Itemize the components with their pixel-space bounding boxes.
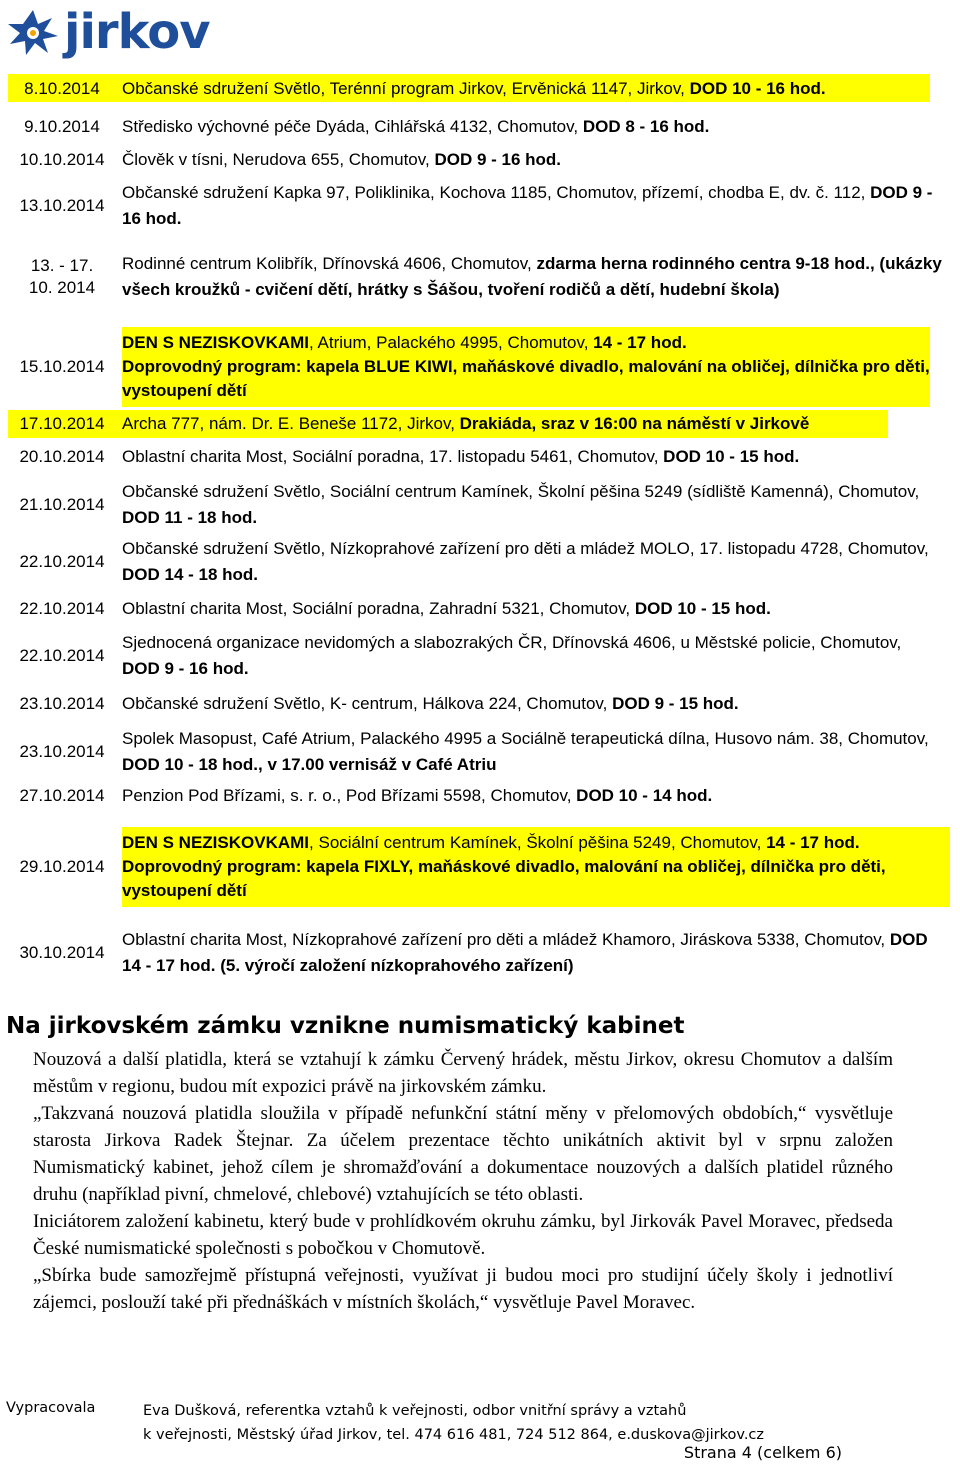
event-text: Oblastní charita Most, Sociální poradna, 17. listopadu 5461, Chomutov, xyxy=(122,447,664,466)
event-text: Občanské sdružení Světlo, Nízkoprahové zařízení pro děti a mládež MOLO, 17. listopadu 4728, Chomutov, xyxy=(122,539,929,558)
event-date: 30.10.2014 xyxy=(19,943,105,962)
event-text: , Sociální centrum Kamínek, Školní pěšina 5249, Chomutov, xyxy=(309,833,767,852)
event-hours: DOD 10 - 15 hod. xyxy=(634,599,771,618)
event-text: Spolek Masopust, Café Atrium, Palackého 4995 a Sociálně terapeutická dílna, Husovo nám. 38, Chomutov, xyxy=(122,729,929,748)
article-paragraph: „Sbírka bude samozřejmě přístupná veřejnosti, využívat ji budou moci pro studijní účely školy i jednotliví zájemci, poslouží také při přednáškách v místních školách,“ vysvětluje Pavel Moravec. xyxy=(33,1265,893,1313)
event-hours: DOD 10 - 18 hod., v 17.00 vernisáž v Café Atriu xyxy=(122,755,497,774)
event-hours: DOD 9 - 16 hod. xyxy=(122,659,249,678)
event-desc xyxy=(122,691,942,717)
event-desc xyxy=(122,926,942,980)
event-program: Doprovodný program: kapela BLUE KIWI, maňáskové divadlo, malování na obličej, dílnička pro děti, vystoupení dětí xyxy=(122,357,930,400)
event-hours: DOD 9 - 15 hod. xyxy=(612,694,739,713)
event-desc xyxy=(122,147,942,173)
event-title: DEN S NEZISKOVKAMI xyxy=(122,333,310,352)
event-desc xyxy=(122,596,942,622)
event-text: Občanské sdružení Světlo, Terénní program Jirkov, Ervěnická 1147, Jirkov, xyxy=(122,79,690,98)
event-date: 29.10.2014 xyxy=(19,857,105,876)
event-hours: DOD 14 - 18 hod. xyxy=(122,565,259,584)
event-row xyxy=(0,596,960,622)
event-program: Doprovodný program: kapela FIXLY, maňáskové divadlo, malování na obličej, dílnička pro děti, vystoupení dětí xyxy=(122,857,886,900)
event-date: 23.10.2014 xyxy=(19,742,105,761)
event-row xyxy=(0,411,960,437)
event-text: Penzion Pod Břízami, s. r. o., Pod Břízami 5598, Chomutov, xyxy=(122,786,577,805)
event-text: Archa 777, nám. Dr. E. Beneše 1172, Jirkov, xyxy=(122,414,460,433)
page-number: Strana 4 (celkem 6) xyxy=(683,1443,842,1462)
jirkov-emblem-icon xyxy=(4,6,62,58)
event-row xyxy=(0,691,960,717)
event-date: 8.10.2014 xyxy=(24,79,100,98)
event-row xyxy=(0,238,960,316)
article-paragraph: Iniciátorem založení kabinetu, který bude v prohlídkovém okruhu zámku, byl Jirkovák Pavel Moravec, předseda České numismatické společnosti s pobočkou v Chomutově. xyxy=(33,1211,893,1259)
event-hours: DOD 10 - 16 hod. xyxy=(689,79,826,98)
event-date: 10.10.2014 xyxy=(19,150,105,169)
event-date: 23.10.2014 xyxy=(19,694,105,713)
event-row xyxy=(0,180,960,232)
event-text: , Atrium, Palackého 4995, Chomutov, xyxy=(309,333,594,352)
event-text: Oblastní charita Most, Sociální poradna, Zahradní 5321, Chomutov, xyxy=(122,599,635,618)
event-hours: DOD 14 - 17 hod. (5. výročí založení nízkoprahového zařízení) xyxy=(122,930,928,975)
article-paragraph: „Takzvaná nouzová platidla sloužila v případě nefunkční státní měny v přelomových obdobích,“ vysvětluje starosta Jirkova Radek Štejnar. Za účelem prezentace těchto unikátních aktivit byl v srpnu založen Numismatický kabinet, jehož cílem je shromažďování a dokumentace nouzových a dalších platidel různého druhu (například pivní, chmelové, chlebové) vztahujících se této oblasti. xyxy=(33,1103,893,1205)
event-date: 13. - 17. 10. 2014 xyxy=(28,256,96,297)
event-row xyxy=(0,478,960,532)
event-row xyxy=(0,827,960,907)
article-body xyxy=(33,1046,893,1316)
event-desc xyxy=(122,629,942,683)
event-desc xyxy=(122,114,942,140)
event-row xyxy=(0,76,960,102)
event-desc xyxy=(122,827,950,907)
event-date: 20.10.2014 xyxy=(19,447,105,466)
event-desc xyxy=(122,327,930,407)
event-desc xyxy=(122,76,942,102)
event-hours: DOD 11 - 18 hod. xyxy=(122,508,258,527)
event-hours: DOD 9 - 16 hod. xyxy=(434,150,562,169)
event-hours: Drakiáda, sraz v 16:00 na náměstí v Jirkově xyxy=(459,414,810,433)
event-row xyxy=(0,444,960,470)
event-date: 22.10.2014 xyxy=(19,552,105,571)
logo-text: jirkov xyxy=(64,4,210,60)
event-hours: DOD 10 - 15 hod. xyxy=(663,447,800,466)
event-row xyxy=(0,783,960,809)
event-row xyxy=(0,535,960,589)
event-text: Občanské sdružení Kapka 97, Poliklinika, Kochova 1185, Chomutov, přízemí, chodba E, dv. č. 112, xyxy=(122,183,871,202)
footer-contact xyxy=(143,1400,686,1422)
event-desc xyxy=(122,238,942,316)
footer-label: Vypracovala xyxy=(6,1400,96,1416)
article-title: Na jirkovském zámku vznikne numismatický kabinet xyxy=(6,1013,685,1039)
event-date: 22.10.2014 xyxy=(19,599,105,618)
event-date: 9.10.2014 xyxy=(24,117,100,136)
event-hours: DOD 10 - 14 hod. xyxy=(576,786,713,805)
event-desc xyxy=(122,444,942,470)
footer-line-2: k veřejnosti, Městský úřad Jirkov, tel. 474 616 481, 724 512 864, e.duskova@jirkov.cz xyxy=(143,1427,765,1443)
event-hours: DOD 9 - 16 hod. xyxy=(122,183,933,228)
event-hours: 14 - 17 hod. xyxy=(766,833,860,852)
event-hours: zdarma herna rodinného centra 9-18 hod. xyxy=(536,254,870,273)
event-date: 17.10.2014 xyxy=(19,414,105,433)
event-desc xyxy=(122,535,942,589)
event-date: 22.10.2014 xyxy=(19,646,105,665)
event-date: 27.10.2014 xyxy=(19,786,105,805)
event-text: Středisko výchovné péče Dyáda, Cihlářská 4132, Chomutov, xyxy=(122,117,583,136)
event-row xyxy=(0,926,960,980)
article-paragraph: Nouzová a další platidla, která se vztahují k zámku Červený hrádek, městu Jirkov, okresu Chomutov a dalším městům v regionu, budou mít expozici právě na jirkovském zámku. xyxy=(33,1049,893,1097)
event-text: Oblastní charita Most, Nízkoprahové zařízení pro děti a mládež Khamoro, Jiráskova 5338, Chomutov, xyxy=(122,930,890,949)
event-text: Člověk v tísni, Nerudova 655, Chomutov, xyxy=(122,150,435,169)
event-date: 21.10.2014 xyxy=(19,495,105,514)
event-text: Rodinné centrum Kolibřík, Dřínovská 4606, Chomutov, xyxy=(122,254,537,273)
event-row xyxy=(0,725,960,779)
event-text: Občanské sdružení Světlo, K- centrum, Hálkova 224, Chomutov, xyxy=(122,694,613,713)
event-desc xyxy=(122,478,942,532)
footer-line: Eva Dušková, referentka vztahů k veřejnosti, odbor vnitřní správy a vztahů xyxy=(143,1403,687,1419)
event-text: Sjednocená organizace nevidomých a slabozrakých ČR, Dřínovská 4606, u Městské policie, Chomutov, xyxy=(122,633,902,652)
event-desc xyxy=(122,411,942,437)
event-desc xyxy=(122,783,942,809)
event-row xyxy=(0,327,960,407)
event-text: Občanské sdružení Světlo, Sociální centrum Kamínek, Školní pěšina 5249 (sídliště Kamenná), Chomutov, xyxy=(122,482,920,501)
event-date: 15.10.2014 xyxy=(19,357,105,376)
event-title: DEN S NEZISKOVKAMI xyxy=(122,833,310,852)
event-desc xyxy=(122,725,942,779)
event-date: 13.10.2014 xyxy=(19,196,105,215)
event-row xyxy=(0,114,960,140)
jirkov-logo xyxy=(4,6,209,58)
event-row xyxy=(0,147,960,173)
event-hours: DOD 8 - 16 hod. xyxy=(582,117,710,136)
event-row xyxy=(0,629,960,683)
event-hours: 14 - 17 hod. xyxy=(593,333,687,352)
event-note: , (ukázky všech kroužků - cvičení dětí, hrátky s Šášou, tvoření rodičů a dětí, hudební škola) xyxy=(122,254,942,299)
event-desc xyxy=(122,180,942,232)
